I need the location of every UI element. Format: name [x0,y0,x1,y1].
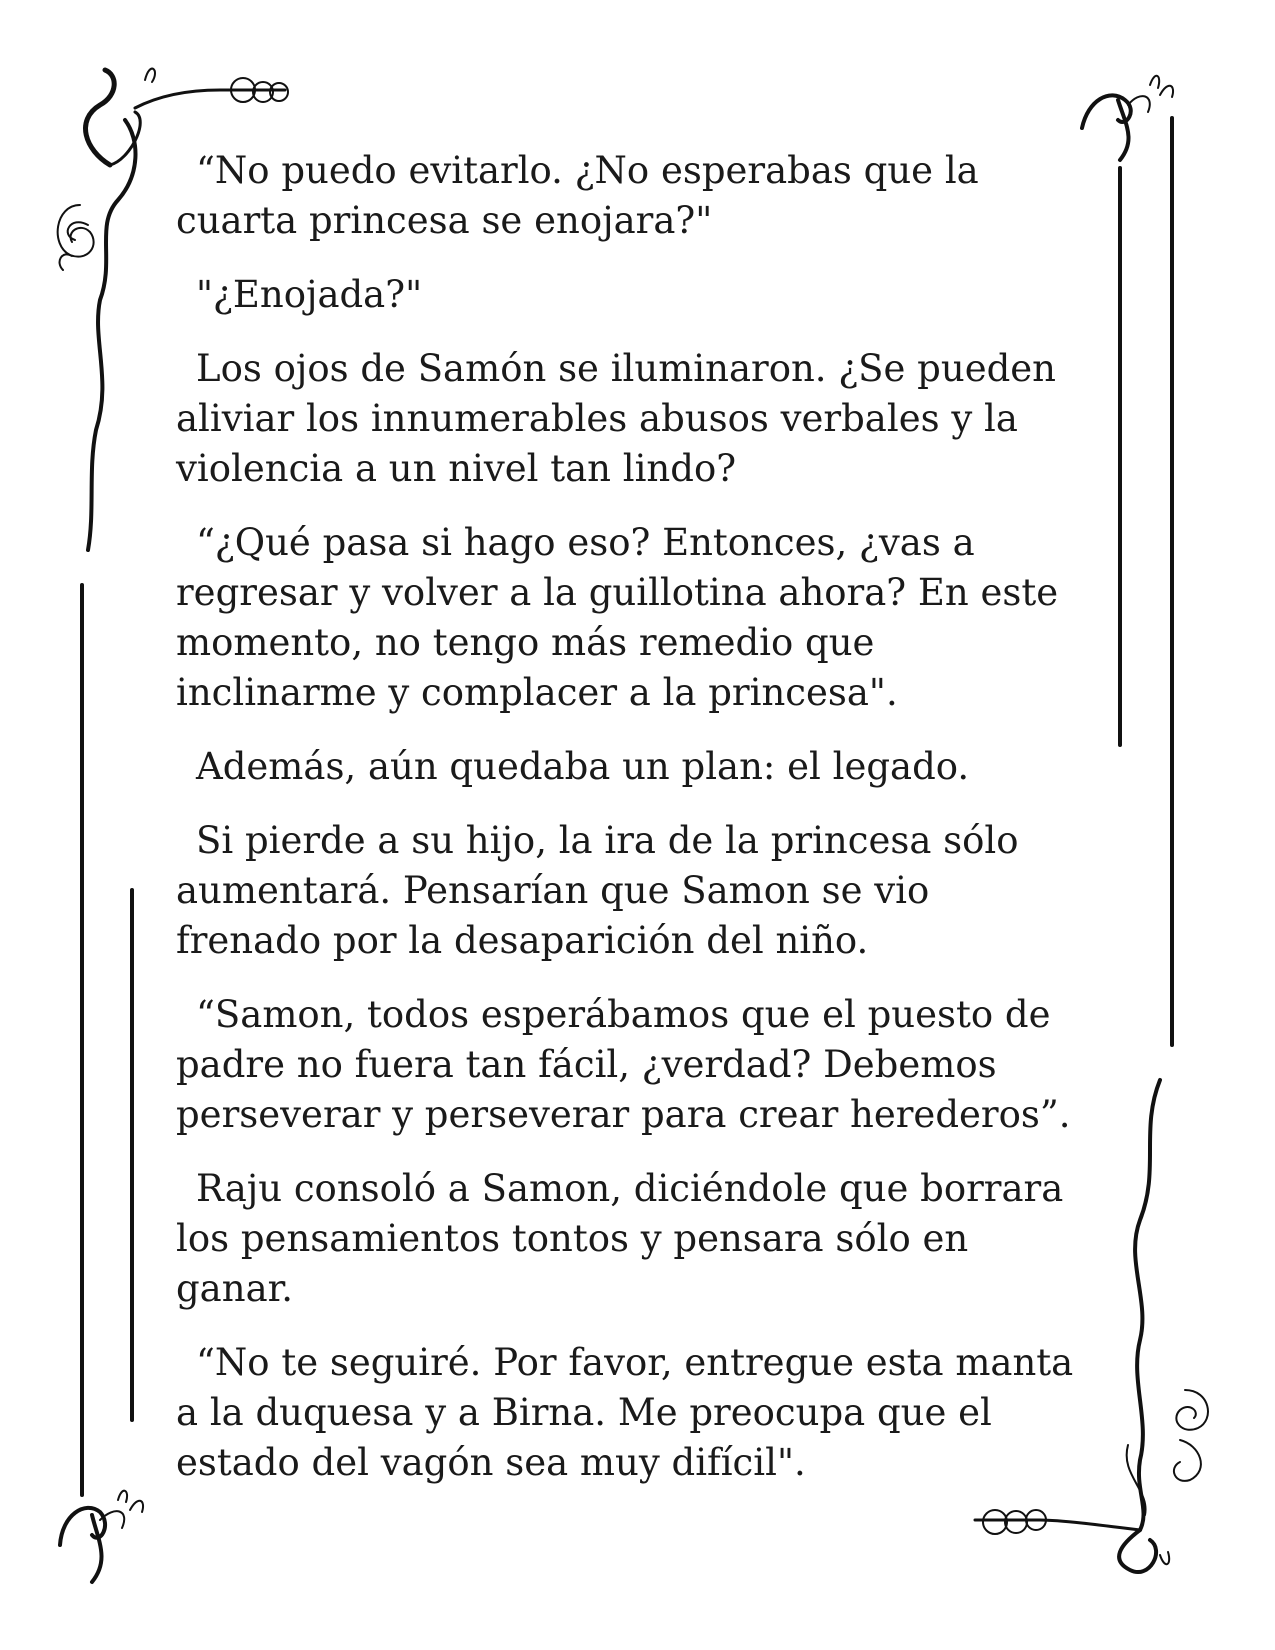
bottom-left-flourish [60,1491,143,1582]
top-right-flourish [1082,76,1173,160]
paragraph: “Samon, todos esperábamos que el puesto de padre no fuera tan fácil, ¿verdad? Debemos perseverar y perseverar para crear herederos”. [176,993,1071,1136]
paragraph: Los ojos de Samón se iluminaron. ¿Se pueden aliviar los innumerables abusos verbales y la violencia a un nivel tan lindo? [176,347,1056,490]
paragraph: “No puedo evitarlo. ¿No esperabas que la cuarta princesa se enojara?" [176,149,979,242]
paragraph: "¿Enojada?" [196,273,423,316]
paragraph: Además, aún quedaba un plan: el legado. [196,745,970,788]
page-body [176,146,1076,1512]
paragraph: “¿Qué pasa si hago eso? Entonces, ¿vas a regresar y volver a la guillotina ahora? En este momento, no tengo más remedio que inclinarme y complacer a la princesa". [176,521,1059,714]
paragraph: Raju consoló a Samon, diciéndole que borrara los pensamientos tontos y pensara sólo en ganar. [176,1167,1064,1310]
paragraph: Si pierde a su hijo, la ira de la princesa sólo aumentará. Pensarían que Samon se vio frenado por la desaparición del niño. [176,819,1019,962]
paragraph: “No te seguiré. Por favor, entregue esta manta a la duquesa y a Birna. Me preocupa que el estado del vagón sea muy difícil". [176,1341,1074,1484]
